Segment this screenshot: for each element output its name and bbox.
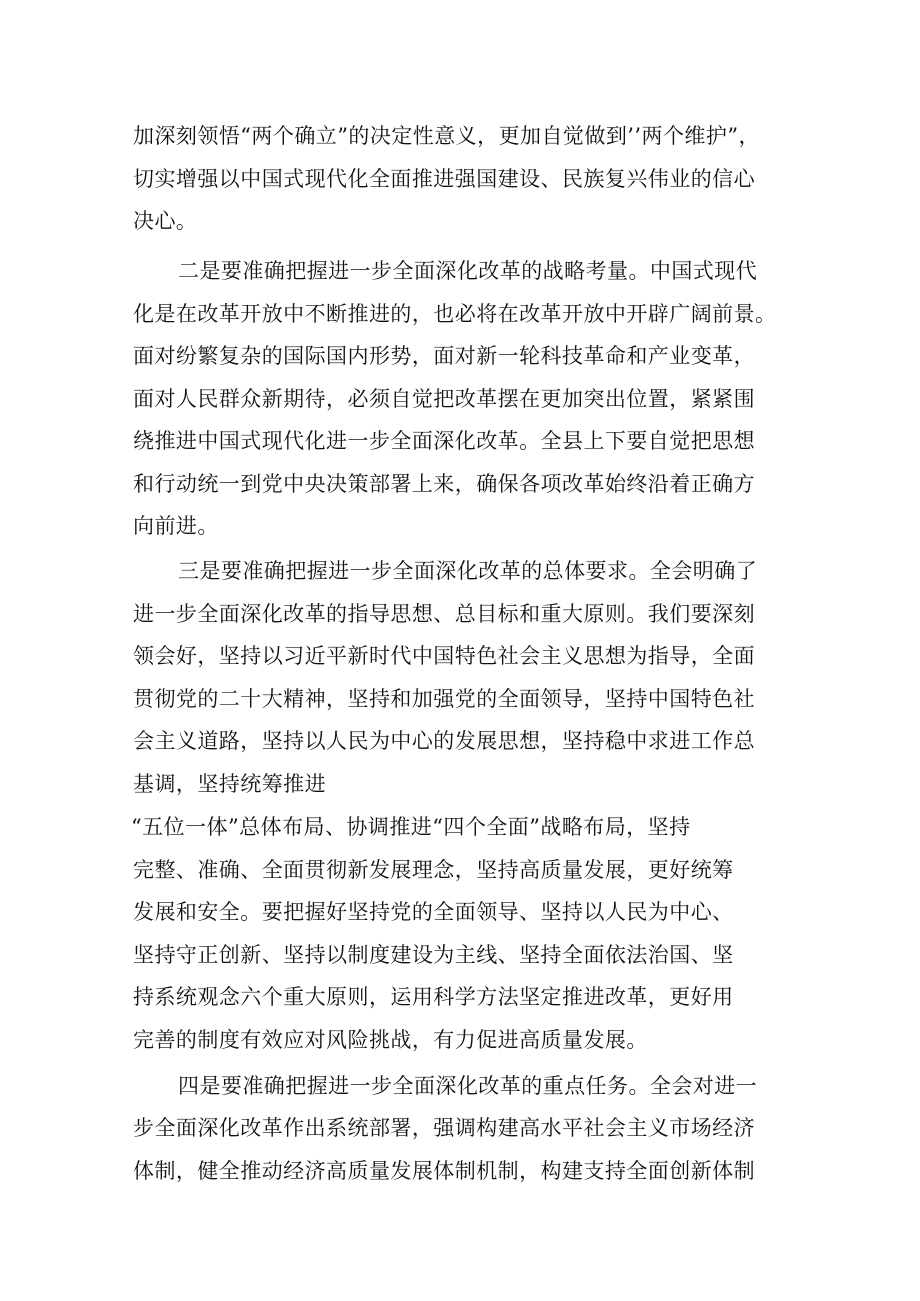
text-line-11: 三是要准确把握进一步全面深化改革的总体要求。全会明确了 (178, 559, 758, 583)
text-line-19: 发展和安全。要把握好坚持党的全面领导、坚持以人民为中心、 (133, 900, 734, 924)
text-line-17: “五位一体”总体布局、协调推进“四个全面”战略布局，坚持 (131, 815, 691, 839)
text-line-21: 持系统观念六个重大原则，运用科学方法坚定推进改革，更好用 (133, 985, 734, 1009)
text-line-16: 基调，坚持统筹推进 (133, 772, 327, 796)
text-line-2: 切实增强以中国式现代化全面推进强国建设、民族复兴伟业的信心 (133, 167, 756, 191)
text-line-9: 和行动统一到党中央决策部署上来，确保各项改革始终沿着正确方 (133, 472, 756, 496)
text-line-3: 决心。 (133, 209, 198, 233)
text-line-24: 步全面深化改革作出系统部署，强调构建高水平社会主义市场经济 (133, 1116, 756, 1140)
text-line-4: 二是要准确把握进一步全面深化改革的战略考量。中国式现代 (178, 259, 758, 283)
text-line-18: 完整、准确、全面贯彻新发展理念，坚持高质量发展，更好统筹 (133, 858, 734, 882)
text-line-7: 面对人民群众新期待，必须自觉把改革摆在更加突出位置，紧紧围 (133, 387, 756, 411)
text-line-14: 贯彻党的二十大精神，坚持和加强党的全面领导，坚持中国特色社 (133, 687, 756, 711)
text-line-12: 进一步全面深化改革的指导思想、总目标和重大原则。我们要深刻 (133, 602, 756, 626)
text-line-15: 会主义道路，坚持以人民为中心的发展思想，坚持稳中求进工作总 (133, 729, 756, 753)
text-line-25: 体制，健全推动经济高质量发展体制机制，构建支持全面创新体制 (133, 1159, 756, 1183)
text-line-5: 化是在改革开放中不断推进的，也必将在改革开放中开辟广阔前景。 (133, 302, 777, 326)
text-line-8: 绕推进中国式现代化进一步全面深化改革。全县上下要自觉把思想 (133, 429, 756, 453)
text-line-13: 领会好，坚持以习近平新时代中国特色社会主义思想为指导，全面 (133, 644, 756, 668)
text-line-6: 面对纷繁复杂的国际国内形势，面对新一轮科技革命和产业变革， (133, 344, 756, 368)
text-line-10: 向前进。 (133, 514, 219, 538)
text-line-1: 加深刻领悟“两个确立”的决定性意义，更加自觉做到’’两个维护”， (133, 124, 760, 148)
text-line-23: 四是要准确把握进一步全面深化改革的重点任务。全会对进一 (178, 1074, 758, 1098)
text-line-22: 完善的制度有效应对风险挑战，有力促进高质量发展。 (133, 1028, 648, 1052)
text-line-20: 坚持守正创新、坚持以制度建设为主线、坚持全面依法治国、坚 (133, 943, 734, 967)
